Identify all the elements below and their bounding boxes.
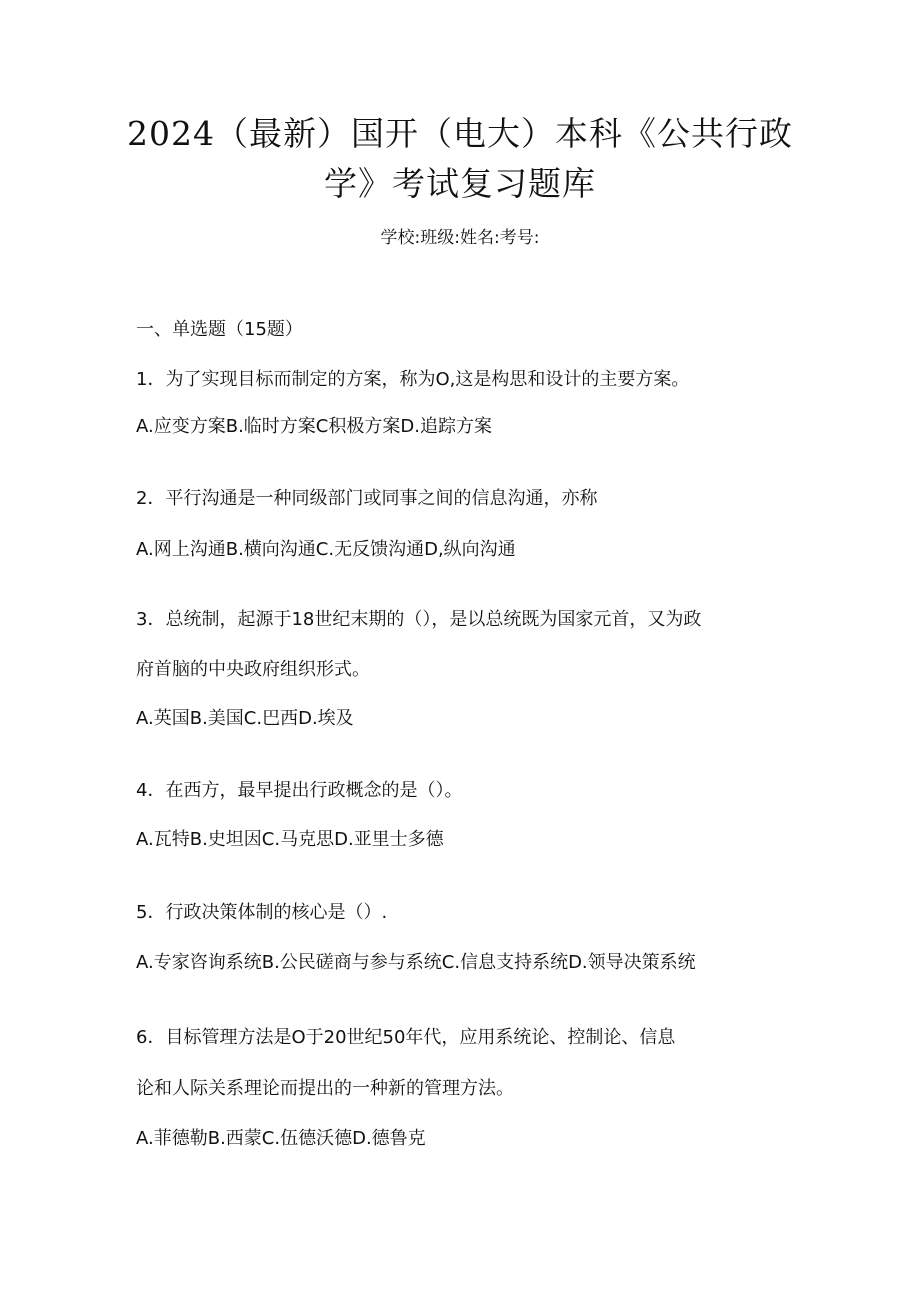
question-5-options: A.专家咨询系统B.公民磋商与参与系统C.信息支持系统D.领导决策系统 xyxy=(136,952,696,973)
student-info-line: 学校:班级:姓名:考号: xyxy=(380,228,540,248)
question-1-options: A.应变方案B.临时方案C积极方案D.追踪方案 xyxy=(136,416,492,437)
section-heading: 一、单选题（15题） xyxy=(136,319,303,340)
question-2-stem: 2．平行沟通是一种同级部门或同事之间的信息沟通，亦称 xyxy=(136,488,598,509)
question-4-options: A.瓦特B.史坦因C.马克思D.亚里士多德 xyxy=(136,829,444,850)
question-1-stem: 1．为了实现目标而制定的方案，称为O,这是构思和设计的主要方案。 xyxy=(136,369,690,390)
document-title-line-1: 2024（最新）国开（电大）本科《公共行政 xyxy=(127,114,793,153)
question-2-options: A.网上沟通B.横向沟通C.无反馈沟通D,纵向沟通 xyxy=(136,539,516,560)
question-3-stem-line-2: 府首脑的中央政府组织形式。 xyxy=(136,659,370,680)
document-title-line-2: 学》考试复习题库 xyxy=(324,164,596,203)
question-4-stem: 4．在西方，最早提出行政概念的是（）。 xyxy=(136,780,463,801)
question-6-options: A.菲德勒B.西蒙C.伍德沃德D.德鲁克 xyxy=(136,1128,426,1149)
question-3-stem-line-1: 3．总统制，起源于18世纪末期的（），是以总统既为国家元首，又为政 xyxy=(136,609,702,630)
question-3-options: A.英国B.美国C.巴西D.埃及 xyxy=(136,708,354,729)
question-6-stem-line-2: 论和人际关系理论而提出的一种新的管理方法。 xyxy=(136,1078,514,1099)
question-6-stem-line-1: 6．目标管理方法是O于20世纪50年代，应用系统论、控制论、信息 xyxy=(136,1027,676,1048)
question-5-stem: 5．行政决策体制的核心是（）. xyxy=(136,902,388,923)
